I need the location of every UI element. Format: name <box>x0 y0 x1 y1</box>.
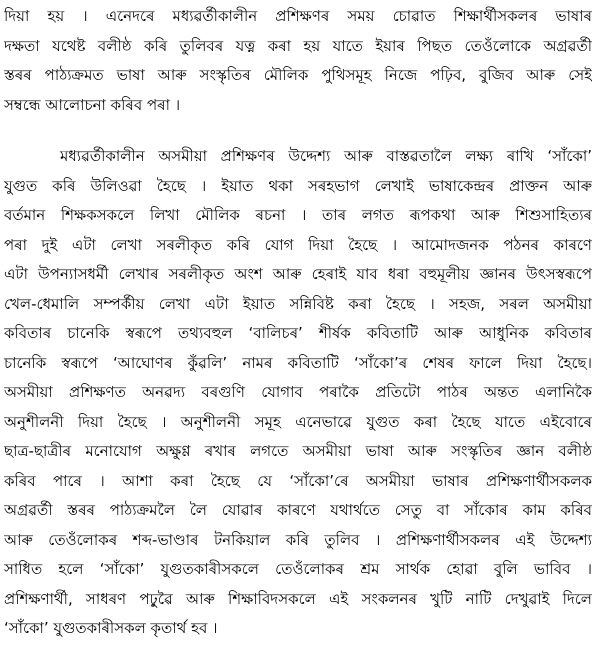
text-line: মধ্যৱৰ্তীকালীন অসমীয়া প্ৰশিক্ষণৰ উদ্দেশ্য আৰু বাস্তৱতালৈ লক্ষ্য ৰাখি ‘সাঁকো’ <box>60 147 592 165</box>
text-line: সম্বন্ধে আলোচনা কৰিব পৰা । <box>4 95 181 114</box>
text-line: দক্ষতা যথেষ্ট বলীষ্ঠ কৰি তুলিবৰ যত্ন কৰা হয় যাতে ইয়াৰ পিছত তেওঁলোকে অগ্ৰৱৰ্তী <box>4 36 592 55</box>
text-line: বৰ্তমান শিক্ষকসকলে লিখা মৌলিক ৰচনা । তাৰ লগত ৰূপকথা আৰু শিশুসাহিত্যৰ <box>4 206 592 224</box>
text-line: ছাত্ৰ-ছাত্ৰীৰ মনোযোগ অক্ষুণ্ণ ৰখাৰ লগতে অসমীয়া ভাষা আৰু সংস্কৃতিৰ জ্ঞান বলীষ্ঠ <box>4 442 592 460</box>
paragraph-2 <box>4 142 592 644</box>
text-line: কৰিব পাৰে । আশা কৰা হৈছে যে ‘সাঁকো’ৰে অসমীয়া ভাষাৰ প্ৰশিক্ষণাৰ্থীসকলক <box>4 471 592 490</box>
text-line: আৰু তেওঁলোকৰ শব্দ-ভাণ্ডাৰ টনকিয়াল কৰি তুলিব । প্ৰশিক্ষণাৰ্থীসকলৰ এই উদ্দেশ্য <box>4 530 592 549</box>
text-line: দিয়া হয় । এনেদৰে মধ্যৱৰ্তীকালীন প্ৰশিক্ষণৰ সময় চোৱাত শিক্ষাৰ্থীসকলৰ ভাষাৰ <box>4 7 592 25</box>
text-line: সাধিত হলে ‘সাঁকো’ যুগুতকাৰীসকলে তেওঁলোকৰ শ্ৰম সাৰ্থক হোৱা বুলি ভাবিব । <box>4 560 592 578</box>
text-line: এটা উপন্যাসধৰ্মী লেখাৰ সৰলীকৃত অংশ আৰু হেৰাই যাব ধৰা বহুমূলীয় জ্ঞানৰ উৎসস্বৰূপে <box>4 265 592 283</box>
text-line: স্তৰৰ পাঠ্যক্ৰমত ভাষা আৰু সংস্কৃতিৰ মৌলিক পুথিসমূহ নিজে পঢ়িব, বুজিব আৰু সেই <box>4 66 592 84</box>
text-line: প্ৰশিক্ষণাৰ্থী, সাধৰণ পঢ়ুৱৈ আৰু শিক্ষাবিদসকলে এই সংকলনৰ খুটি নাটি দেখুৱাই দিলে <box>4 589 592 608</box>
text-line: ‘সাঁকো’ যুগুতকাৰীসকল কৃতাৰ্থ হব । <box>4 619 218 637</box>
text-line: পৰা দুই এটা লেখা সৰলীকৃত কৰি যোগ দিয়া হৈছে । আমোদজনক পঠনৰ কাৰণে <box>4 235 592 254</box>
text-line: কবিতাৰ চানেকি স্বৰূপে তথ্যবহুল ‘বালিচৰ’ শীৰ্ষক কবিতাটি আৰু আধুনিক কবিতাৰ <box>4 324 592 342</box>
text-line: অসমীয়া প্ৰশিক্ষণত অনৱদ্য বৰগুণি যোগাব পৰাকৈ প্ৰতিটো পাঠৰ অন্তত এলানিকৈ <box>4 383 592 401</box>
text-line: চানেকি স্বৰূপে ‘আঘোণৰ কুঁৱলি’ নামৰ কবিতাটি ‘সাঁকো’ৰ শেষৰ ফালে দিয়া হৈছে। <box>4 353 592 372</box>
paragraph-gap <box>4 120 592 142</box>
text-line: যুগুত কৰি উলিওৱা হৈছে । ইয়াত থকা সৰহভাগ লেখাই ভাষাকেন্দ্ৰৰ প্ৰাক্তন আৰু <box>4 176 592 195</box>
text-line: খেল-ধেমালি সম্পৰ্কীয় লেখা এটা ইয়াত সন্নিবিষ্ট কৰা হৈছে । সহজ, সৰল অসমীয়া <box>4 294 592 313</box>
paragraph-1 <box>4 2 592 120</box>
text-line: অনুশীলনী দিয়া হৈছে । অনুশীলনী সমূহ এনেভাৱে যুগুত কৰা হৈছে যাতে এইবোৰে <box>4 412 592 431</box>
text-line: অগ্ৰৱৰ্তী স্তৰৰ পাঠ্যক্ৰমলৈ লৈ যোৱাৰ কাৰণে যথাৰ্থতে সেতু বা সাঁকোৰ কাম কৰিব <box>4 501 592 519</box>
